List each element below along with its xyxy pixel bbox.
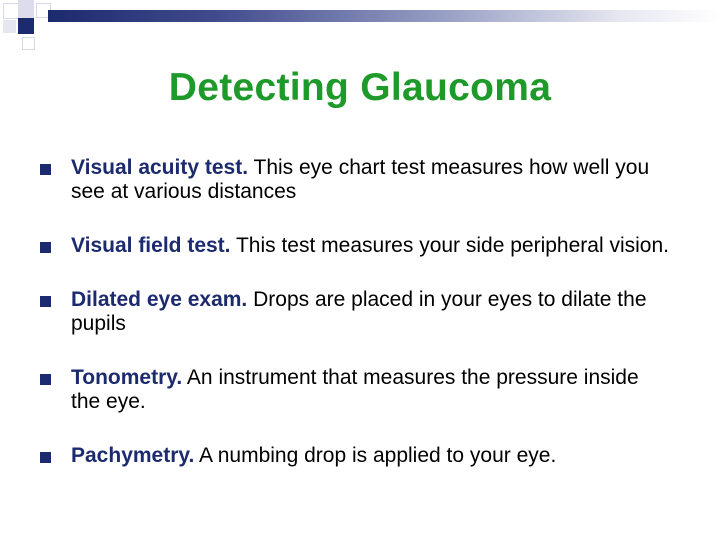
decorative-square	[18, 18, 34, 34]
bullet-description: This eye chart test measures how well you see at various distances	[71, 156, 650, 203]
square-bullet-icon	[40, 242, 51, 253]
bullet-text	[71, 288, 671, 336]
bullet-term: Dilated eye exam.	[71, 288, 248, 311]
bullet-description: Drops are placed in your eyes to dilate the pupils	[71, 288, 647, 335]
bullet-term: Visual acuity test.	[71, 156, 249, 179]
square-bullet-icon	[40, 164, 51, 175]
bullet-text	[71, 366, 671, 414]
bullet-term: Pachymetry.	[71, 444, 195, 467]
bullet-term: Visual field test.	[71, 234, 231, 257]
bullet-term: Tonometry.	[71, 366, 183, 389]
bullet-item	[40, 288, 680, 336]
bullet-list	[40, 156, 680, 468]
bullet-item	[40, 444, 680, 468]
decorative-gradient-bar	[48, 10, 720, 22]
bullet-text	[71, 444, 556, 468]
bullet-text	[71, 156, 671, 204]
bullet-description: An instrument that measures the pressure inside the eye.	[71, 366, 639, 413]
bullet-description: This test measures your side peripheral vision.	[235, 234, 669, 257]
bullet-text	[71, 234, 669, 258]
decorative-square	[3, 20, 16, 33]
square-bullet-icon	[40, 296, 51, 307]
decorative-square	[22, 37, 35, 50]
slide-title: Detecting Glaucoma	[168, 66, 552, 109]
decorative-square	[3, 3, 19, 19]
bullet-item	[40, 234, 680, 258]
square-bullet-icon	[40, 452, 51, 463]
bullet-item	[40, 366, 680, 414]
bullet-item	[40, 156, 680, 204]
square-bullet-icon	[40, 374, 51, 385]
bullet-description: A numbing drop is applied to your eye.	[199, 444, 557, 467]
decorative-square	[18, 0, 34, 18]
